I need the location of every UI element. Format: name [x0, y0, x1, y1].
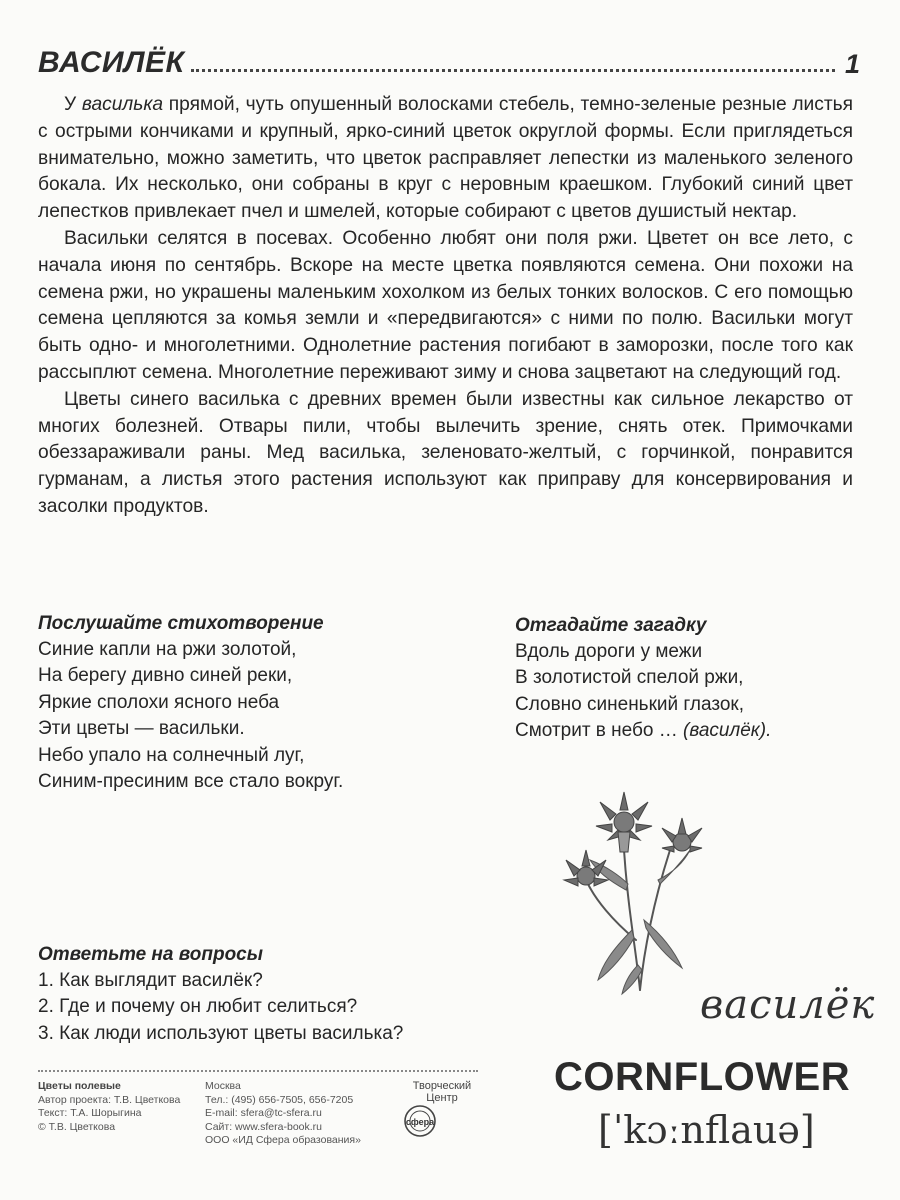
poem-line: Эти цветы — васильки.	[38, 718, 245, 740]
poem-line: На берегу дивно синей реки,	[38, 665, 293, 687]
poem-line: Яркие сполохи ясного неба	[38, 691, 280, 713]
riddle-heading: Отгадайте загадку	[515, 615, 707, 636]
footer-credits	[38, 1080, 208, 1134]
english-word: CORNFLOWER	[554, 1055, 851, 1099]
sfera-logo-icon	[392, 1104, 492, 1138]
question-item: 2. Где и почему он любит селиться?	[38, 996, 358, 1018]
question-item: 3. Как люди используют цветы василька?	[38, 1022, 404, 1044]
footer-divider	[38, 1070, 478, 1072]
footer-series: Цветы полевые	[38, 1080, 121, 1092]
page-number: 1	[844, 49, 860, 79]
riddle-line: Вдоль дороги у межи	[515, 641, 703, 662]
flower-head-top	[596, 792, 652, 852]
footer-publisher: ООО «ИД Сфера образования»	[205, 1134, 361, 1146]
poem-section	[38, 611, 468, 795]
dotted-leader	[191, 68, 835, 72]
article-paragraph-2: Васильки селятся в посевах. Особенно любят они поля ржи. Цветет он все лето, с начала июня по сентябрь. Вскоре на месте цветка появляются семена. Они похожи на семена ржи, но украшены маленьким хохолком из белых тонких волосков. С его помощью семена цепляются за комья земли и «передвигаются» с ними по полю. Васильки могут быть одно- и многолетними. Однолетние растения погибают в заморозки, после того как рассыплют семена. Многолетние переживают зиму и снова зацветают на следующий год.	[38, 227, 853, 383]
page-title: ВАСИЛЁК	[38, 46, 185, 79]
flower-head-left	[564, 850, 608, 886]
p1-prefix: У	[64, 94, 82, 115]
poem-line: Синие капли на ржи золотой,	[38, 639, 297, 660]
page-header	[38, 38, 860, 78]
article-paragraph-1	[38, 92, 853, 226]
questions-section	[38, 942, 518, 1047]
logo-line-2: Центр	[426, 1092, 458, 1104]
p1-emphasis: василька	[81, 94, 164, 115]
riddle-line-last	[515, 718, 875, 744]
footer-site: Сайт: www.sfera-book.ru	[205, 1120, 322, 1133]
cursive-word: василёк	[700, 982, 876, 1028]
footer-contacts	[205, 1080, 395, 1148]
p1-rest: прямой, чуть опушенный волосками стебель, темно-зеленые резные листья с острыми кончиками и крупный, ярко-синий цветок округлой формы. Если приглядеться внимательно, можно заметить, что цветок расправляет лепестки из маленького зеленого бокала. Их несколько, они собраны в круг с неровным краешком. Глубокий синий цвет лепестков привлекает пчел и шмелей, которые собирают с цветов душистый нектар.	[38, 94, 853, 223]
footer-email: E-mail: sfera@tc-sfera.ru	[205, 1107, 322, 1119]
cornflower-illustration	[562, 780, 752, 1000]
riddle-line: В золотистой спелой ржи,	[515, 667, 744, 689]
footer-phone: Тел.: (495) 656-7505, 656-7205	[205, 1093, 354, 1106]
riddle-answer: (василёк).	[683, 720, 772, 742]
riddle-line: Словно синенький глазок,	[515, 693, 745, 715]
poem-line: Синим-пресиним все стало вокруг.	[38, 771, 344, 793]
footer-text-author: Текст: Т.А. Шорыгина	[38, 1107, 142, 1119]
publisher-logo	[392, 1080, 492, 1142]
transcription: [ˈkɔːnflauə]	[598, 1108, 815, 1152]
article-body	[38, 92, 853, 521]
riddle-last-text: Смотрит в небо …	[515, 720, 678, 742]
article-paragraph-3: Цветы синего василька с древних времен были известны как сильное лекарство от многих болезней. Отвары пили, чтобы вылечить зрение, снять отек. Примочками обеззараживали раны. Мед василька, зеленовато-желтый, с горчинкой, понравится гурманам, а листья этого растения используют как приправу для консервирования и засолки продуктов.	[38, 388, 853, 517]
question-item: 1. Как выглядит василёк?	[38, 970, 263, 991]
footer-author: Автор проекта: Т.В. Цветкова	[38, 1093, 181, 1106]
footer-copyright: © Т.В. Цветкова	[38, 1120, 116, 1133]
flower-head-right	[662, 818, 702, 852]
logo-line-1: Творческий	[412, 1080, 472, 1092]
riddle-section	[515, 613, 875, 745]
questions-heading: Ответьте на вопросы	[38, 944, 263, 965]
poem-line: Небо упало на солнечный луг,	[38, 744, 305, 766]
poem-heading: Послушайте стихотворение	[38, 613, 324, 634]
logo-mark: сфера	[405, 1117, 435, 1127]
footer-city: Москва	[205, 1080, 241, 1092]
